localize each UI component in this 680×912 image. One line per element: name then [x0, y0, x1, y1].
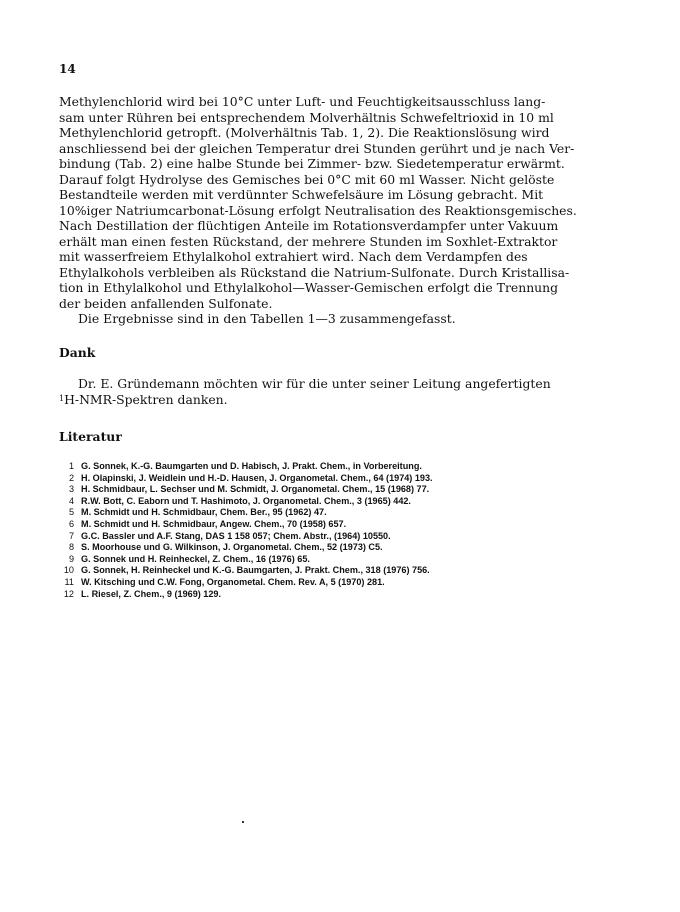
reference-text: M. Schmidt und H. Schmidbaur, Angew. Chem., 70 (1958) 657.: [81, 518, 347, 529]
reference-text: S. Moorhouse und G. Wilkinson, J. Organometal. Chem., 52 (1973) C5.: [81, 542, 383, 553]
body-line: der beiden anfallenden Sulfonate.: [59, 295, 273, 311]
scan-speck: [242, 821, 244, 823]
dank-heading: Dank: [59, 345, 96, 360]
literatur-heading: Literatur: [59, 429, 122, 444]
reference-item: [59, 473, 649, 485]
reference-text: L. Riesel, Z. Chem., 9 (1969) 129.: [81, 588, 222, 599]
reference-number: 2: [68, 472, 74, 483]
reference-text: G. Sonnek, K.-G. Baumgarten und D. Habisch, J. Prakt. Chem., in Vorbereitung.: [81, 461, 422, 471]
body-line: mit wasserfreiem Ethylalkohol extrahiert wird. Nach dem Verdampfen des: [59, 249, 528, 264]
reference-number: 5: [68, 507, 74, 518]
reference-list: [59, 461, 649, 600]
body-line: 10%iger Natriumcarbonat-Lösung erfolgt Neutralisation des Reaktionsgemisches.: [59, 202, 577, 218]
superscript: 1: [59, 394, 65, 403]
reference-item: [59, 577, 649, 589]
body-line: Methylenchlorid getropft. (Molverhältnis Tab. 1, 2). Die Reaktionslösung wird: [59, 125, 550, 140]
reference-text: G. Sonnek, H. Reinheckel und K.-G. Baumgarten, J. Prakt. Chem., 318 (1976) 756.: [81, 565, 430, 576]
body-line: sam unter Rühren bei entsprechendem Molverhältnis Schwefeltrioxid in 10 ml: [59, 109, 554, 125]
reference-item: [59, 496, 649, 508]
body-line: bindung (Tab. 2) eine halbe Stunde bei Zimmer- bzw. Siedetemperatur erwärmt.: [59, 156, 565, 171]
reference-item: [59, 484, 649, 496]
reference-number: 12: [63, 588, 74, 599]
reference-item: [59, 461, 649, 473]
reference-item: [59, 589, 649, 601]
reference-text: M. Schmidt und H. Schmidbaur, Chem. Ber., 95 (1962) 47.: [81, 507, 327, 518]
reference-number: 4: [68, 495, 74, 506]
ack-line-1: Dr. E. Gründemann möchten wir für die unter seiner Leitung angefertigten: [78, 376, 551, 391]
reference-text: W. Kitsching und C.W. Fong, Organometal. Chem. Rev. A, 5 (1970) 281.: [81, 576, 385, 587]
reference-item: [59, 565, 649, 577]
body-line: Bestandteile werden mit verdünnter Schwefelsäure im Lösung gebracht. Mit: [59, 187, 544, 202]
body-line: anschliessend bei der gleichen Temperatur drei Stunden gerührt und je nach Ver-: [59, 140, 575, 156]
reference-number: 11: [64, 576, 74, 587]
reference-number: 9: [68, 553, 74, 564]
reference-text: H. Schmidbaur, L. Sechser und M. Schmidt, J. Organometal. Chem., 15 (1968) 77.: [81, 484, 430, 495]
body-line: Darauf folgt Hydrolyse des Gemisches bei 0°C mit 60 ml Wasser. Nicht gelöste: [59, 171, 555, 187]
reference-text: R.W. Bott, C. Eaborn und T. Hashimoto, J. Organometal. Chem., 3 (1965) 442.: [81, 495, 411, 506]
reference-number: 10: [63, 565, 74, 576]
reference-number: 8: [68, 542, 74, 553]
reference-item: [59, 554, 649, 566]
body-paragraph: [59, 94, 629, 327]
reference-text: G.C. Bassler und A.F. Stang, DAS 1 158 057; Chem. Abstr., (1964) 10550.: [81, 530, 391, 541]
body-line: tion in Ethylalkohol und Ethylalkohol—Wasser-Gemischen erfolgt die Trennung: [59, 280, 559, 295]
reference-item: [59, 542, 649, 554]
reference-item: [59, 531, 649, 543]
body-line: Nach Destillation der flüchtigen Anteile im Rotationsverdampfer unter Vakuum: [59, 218, 559, 233]
ack-line-2: [59, 392, 629, 408]
reference-item: [59, 507, 649, 519]
reference-number: 6: [68, 518, 74, 529]
reference-number: 3: [68, 484, 74, 495]
body-line: Methylenchlorid wird bei 10°C unter Luft- und Feuchtigkeitsausschluss lang-: [59, 94, 546, 109]
summary-sentence: Die Ergebnisse sind in den Tabellen 1—3 zusammengefasst.: [78, 311, 456, 326]
reference-text: H. Olapinski, J. Weidlein und H.-D. Hausen, J. Organometal. Chem., 64 (1974) 193.: [81, 472, 433, 483]
body-line: erhält man einen festen Rückstand, der mehrere Stunden im Soxhlet-Extraktor: [59, 233, 558, 249]
reference-number: 1: [68, 461, 74, 471]
reference-text: G. Sonnek und H. Reinheckel, Z. Chem., 16 (1976) 65.: [81, 553, 310, 564]
ack-line-2-text: H-NMR-Spektren danken.: [64, 392, 228, 407]
reference-item: [59, 519, 649, 531]
acknowledgement: [59, 376, 629, 408]
reference-number: 7: [68, 530, 74, 541]
body-line: Ethylalkohols verbleiben als Rückstand die Natrium-Sulfonate. Durch Kristallisa-: [59, 264, 570, 280]
page-number: 14: [59, 62, 76, 76]
